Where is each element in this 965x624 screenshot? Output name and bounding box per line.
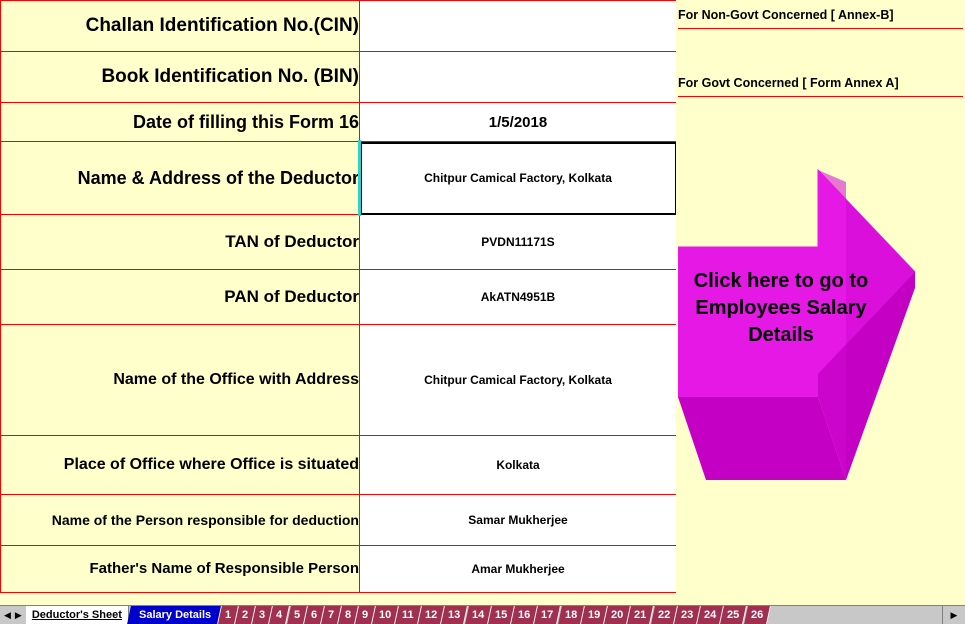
sheet-tab-label: 13 xyxy=(448,609,461,621)
sheet-tab[interactable] xyxy=(720,606,747,624)
table-row xyxy=(1,103,677,142)
sheet-tab-label: 14 xyxy=(471,609,484,621)
table-row xyxy=(1,52,677,103)
sheet-tab[interactable] xyxy=(441,606,468,624)
row-label-date-of-filling: Date of filling this Form 16 xyxy=(1,103,360,142)
table-row xyxy=(1,436,677,495)
row-value-deductor-name-address[interactable]: Chitpur Camical Factory, Kolkata xyxy=(360,142,677,215)
row-value-office-name-address[interactable]: Chitpur Camical Factory, Kolkata xyxy=(360,325,677,436)
table-row xyxy=(1,495,677,546)
row-value-tan[interactable]: PVDN11171S xyxy=(360,215,677,270)
row-label-office-name-address: Name of the Office with Address xyxy=(1,325,360,436)
sheet-tab-label: 23 xyxy=(680,609,694,621)
sheet-tab-label: 4 xyxy=(276,609,283,621)
row-value-responsible-person[interactable]: Samar Mukherjee xyxy=(360,495,677,546)
table-row xyxy=(1,270,677,325)
row-label-tan: TAN of Deductor xyxy=(1,215,360,270)
row-label-pan: PAN of Deductor xyxy=(1,270,360,325)
row-value-place-of-office[interactable]: Kolkata xyxy=(360,436,677,495)
table-row xyxy=(1,325,677,436)
sheet-tab-label: 21 xyxy=(634,609,647,621)
table-row xyxy=(1,546,677,593)
first-sheet-icon[interactable]: ◀ xyxy=(4,610,11,620)
sheet-tab-label: 22 xyxy=(657,609,670,621)
row-label-responsible-person: Name of the Person responsible for deduction xyxy=(1,495,360,546)
row-label-cin: Challan Identification No.(CIN) xyxy=(1,1,360,52)
scroll-right-button[interactable]: ▶ xyxy=(942,606,965,624)
sheet-tab[interactable] xyxy=(744,606,771,624)
sheet-tab-label: 20 xyxy=(611,609,624,621)
sheet-tab-label: 8 xyxy=(344,609,352,621)
row-label-deductor-name-address: Name & Address of the Deductor xyxy=(1,142,360,215)
sheet-tab-label: 26 xyxy=(750,609,763,621)
sheet-tab[interactable] xyxy=(26,606,129,624)
sheet-tab[interactable] xyxy=(127,606,222,624)
row-label-bin: Book Identification No. (BIN) xyxy=(1,52,360,103)
sheet-tab-label: 24 xyxy=(704,609,717,621)
sheet-tab[interactable] xyxy=(534,606,561,624)
sheet-tab-label: 1 xyxy=(225,609,232,621)
sheet-tab-label: Deductor's Sheet xyxy=(31,609,122,621)
sheet-tab-label: 6 xyxy=(310,609,317,621)
sheet-tab-label: 17 xyxy=(541,609,554,621)
sheet-nav-buttons[interactable] xyxy=(0,606,26,624)
sheet-tab-label: Salary Details xyxy=(138,609,212,621)
sheet-tab-label: 11 xyxy=(402,609,415,621)
row-value-pan[interactable]: AkATN4951B xyxy=(360,270,677,325)
arrow-right-icon xyxy=(678,160,923,485)
sheet-tab-label: 12 xyxy=(425,609,438,621)
sheet-tab-label: 18 xyxy=(564,609,577,621)
go-to-salary-details-arrow-button[interactable] xyxy=(678,160,923,485)
sheet-tabs xyxy=(26,606,942,624)
row-value-father-name[interactable]: Amar Mukherjee xyxy=(360,546,677,593)
row-label-father-name: Father's Name of Responsible Person xyxy=(1,546,360,593)
sheet-tab-label: 10 xyxy=(379,609,392,621)
note-non-govt: For Non-Govt Concerned [ Annex-B] xyxy=(678,8,963,29)
sheet-tab-label: 16 xyxy=(518,609,531,621)
sheet-tab-label: 15 xyxy=(494,609,508,621)
sheet-tab-label: 25 xyxy=(727,609,740,621)
sheet-tab-bar xyxy=(0,605,965,624)
arrow-label: Click here to go to Employees Salary Details xyxy=(693,270,869,346)
table-row xyxy=(1,1,677,52)
sheet-tab-label: 5 xyxy=(293,609,300,621)
sheet-tab-label: 19 xyxy=(587,609,601,621)
sheet-tab-label: 3 xyxy=(259,609,266,621)
sheet-tab-label: 2 xyxy=(242,609,249,621)
row-value-cin[interactable] xyxy=(360,1,677,52)
sheet-tab[interactable] xyxy=(627,606,654,624)
table-row xyxy=(1,142,677,215)
row-label-place-of-office: Place of Office where Office is situated xyxy=(1,436,360,495)
note-govt: For Govt Concerned [ Form Annex A] xyxy=(678,76,963,97)
row-value-bin[interactable] xyxy=(360,52,677,103)
row-value-date-of-filling[interactable]: 1/5/2018 xyxy=(360,103,677,142)
table-row xyxy=(1,215,677,270)
next-sheet-icon[interactable]: ▶ xyxy=(14,610,22,620)
sheet-tab-label: 9 xyxy=(362,609,369,621)
sheet-tab-label: 7 xyxy=(327,609,334,621)
